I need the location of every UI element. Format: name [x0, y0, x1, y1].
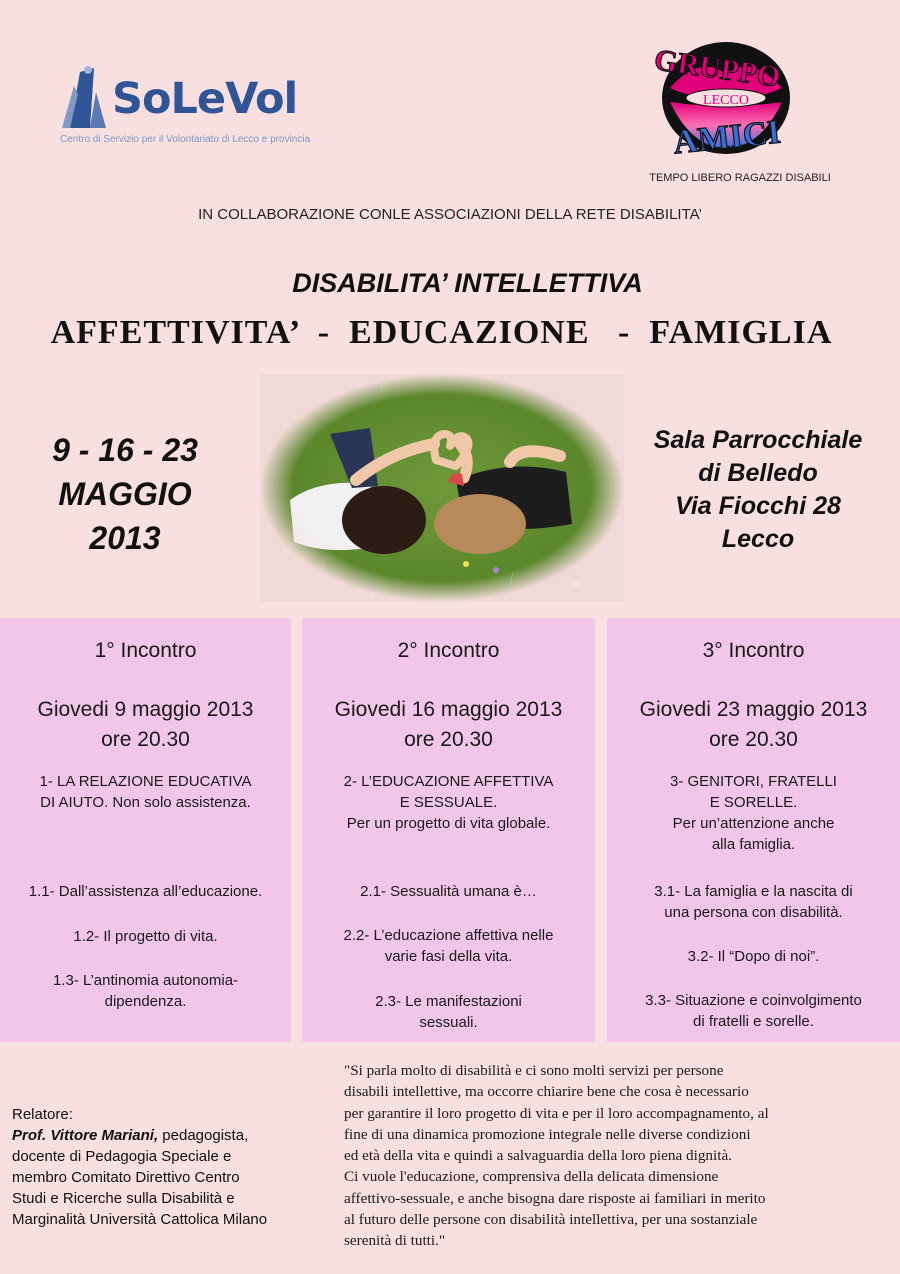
event-days: 9 - 16 - 23: [52, 432, 198, 468]
quote-line: affettivo-sessuale, e anche bisogna dare risposte ai familiari in merito: [344, 1189, 766, 1207]
meeting-topic: [607, 771, 900, 855]
meeting-panel-2: [302, 618, 595, 1042]
svg-text:GRUPPO: GRUPPO: [652, 43, 783, 94]
meeting-datetime: [0, 695, 291, 755]
meeting-point: [0, 970, 291, 1012]
point-line: 3.3- Situazione e coinvolgimento: [645, 992, 862, 1009]
gruppo-amici-tagline: TEMPO LIBERO RAGAZZI DISABILI: [649, 172, 831, 184]
point-line: varie fasi della vita.: [384, 948, 513, 965]
quote-line: al futuro delle persone con disabilità intellettiva, per una sostanziale: [344, 1211, 758, 1229]
point-line: 2.2- L’educazione affettiva nelle: [343, 927, 554, 944]
quote-line: fine di una dinamica promozione integrale nelle diverse condizioni: [344, 1125, 751, 1143]
meeting-topic: [0, 771, 291, 813]
quote-block: [344, 1060, 896, 1252]
quote-line: serenità di tutti.": [344, 1232, 446, 1250]
meeting-point: [302, 991, 595, 1033]
speaker-line: Marginalità Università Cattolica Milano: [12, 1211, 268, 1228]
venue-line-3: Via Fiocchi 28: [675, 492, 841, 520]
topic-line: Per un progetto di vita globale.: [346, 815, 551, 832]
event-venue: [628, 424, 888, 556]
speaker-info: [12, 1104, 332, 1230]
point-line: una persona con disabilità.: [664, 904, 843, 921]
venue-line-1: Sala Parrocchiale: [653, 426, 863, 454]
meeting-datetime: [607, 695, 900, 755]
meeting-datetime: [302, 695, 595, 755]
event-subtitle: DISABILITA’ INTELLETTIVA: [292, 268, 643, 298]
topic-line: DI AIUTO. Non solo assistenza.: [40, 794, 251, 811]
gruppo-amici-logo: [640, 30, 840, 192]
topic-line: Per un’attenzione anche: [672, 815, 835, 832]
point-line: 1.1- Dall’assistenza all’educazione.: [28, 883, 263, 900]
speaker-line: membro Comitato Direttivo Centro: [12, 1169, 240, 1186]
quote-line: Ci vuole l'educazione, comprensiva della delicata dimensione: [344, 1168, 719, 1186]
point-line: sessuali.: [419, 1014, 478, 1031]
meeting-date: Giovedi 23 maggio 2013: [639, 698, 868, 721]
point-line: dipendenza.: [104, 993, 187, 1010]
point-line: di fratelli e sorelle.: [693, 1013, 814, 1030]
speaker-name: Prof. Vittore Mariani,: [12, 1127, 159, 1144]
event-title: AFFETTIVITA’ - EDUCAZIONE - FAMIGLIA: [50, 314, 833, 351]
solevol-figure-icon: [60, 64, 108, 130]
meeting-time: ore 20.30: [709, 728, 798, 751]
solevol-tagline: Centro di Servizio per il Volontariato di Lecco e provincia: [60, 134, 311, 145]
meeting-time: ore 20.30: [101, 728, 190, 751]
quote-line: disabili intellettive, ma occorre chiarire bene che cosa è necessario: [344, 1083, 749, 1101]
speaker-line: docente di Pedagogia Speciale e: [12, 1148, 232, 1165]
meeting-point: [607, 946, 900, 967]
meeting-heading: 3° Incontro: [702, 639, 805, 662]
gruppo-amici-lettering: [640, 30, 840, 170]
event-year: 2013: [89, 520, 161, 556]
meeting-point: [607, 881, 900, 923]
speaker-role: pedagogista,: [158, 1127, 249, 1144]
venue-line-4: Lecco: [721, 525, 795, 553]
topic-line: 1- LA RELAZIONE EDUCATIVA: [39, 773, 252, 790]
point-line: 2.3- Le manifestazioni: [375, 993, 522, 1010]
quote-line: ed età della vita e quindi a salvaguardia della loro piena dignità.: [344, 1147, 732, 1165]
meeting-point: [0, 881, 291, 902]
couple-heart-photo: [260, 374, 624, 602]
meeting-heading: 2° Incontro: [397, 639, 500, 662]
speaker-label: Relatore:: [12, 1106, 73, 1123]
meeting-time: ore 20.30: [404, 728, 493, 751]
point-line: 3.2- Il “Dopo di noi”.: [687, 948, 820, 965]
meeting-panel-3: [607, 618, 900, 1042]
point-line: 1.3- L’antinomia autonomia-: [52, 972, 239, 989]
event-month: MAGGIO: [58, 476, 192, 512]
svg-text:LECCO: LECCO: [703, 93, 749, 108]
topic-line: 2- L’EDUCAZIONE AFFETTIVA: [343, 773, 554, 790]
meeting-point: [302, 925, 595, 967]
meeting-point: [0, 926, 291, 947]
topic-line: 3- GENITORI, FRATELLI: [670, 773, 837, 790]
solevol-name: SoLeVol: [112, 74, 298, 124]
speaker-name-line: [12, 1125, 332, 1146]
meeting-point: [302, 881, 595, 902]
topic-line: E SESSUALE.: [399, 794, 498, 811]
venue-line-2: di Belledo: [698, 459, 818, 487]
meeting-panel-1: [0, 618, 291, 1042]
meeting-topic: [302, 771, 595, 834]
meeting-heading: 1° Incontro: [94, 639, 197, 662]
meeting-date: Giovedi 16 maggio 2013: [334, 698, 563, 721]
collaboration-note: IN COLLABORAZIONE CONLE ASSOCIAZIONI DELLA RETE DISABILITA’: [198, 206, 702, 223]
meeting-date: Giovedi 9 maggio 2013: [37, 698, 254, 721]
speaker-line: Studi e Ricerche sulla Disabilità e: [12, 1190, 235, 1207]
point-line: 1.2- Il progetto di vita.: [73, 928, 218, 945]
topic-line: alla famiglia.: [711, 836, 796, 853]
topic-line: E SORELLE.: [709, 794, 798, 811]
solevol-logo: [60, 62, 360, 152]
meeting-point: [607, 990, 900, 1032]
quote-line: per garantire il loro progetto di vita e per il loro accompagnamento, al: [344, 1104, 769, 1122]
event-dates: [30, 428, 220, 560]
point-line: 3.1- La famiglia e la nascita di: [654, 883, 853, 900]
svg-text:AMICI: AMICI: [671, 113, 783, 162]
quote-line: "Si parla molto di disabilità e ci sono molti servizi per persone: [344, 1062, 724, 1079]
point-line: 2.1- Sessualità umana è…: [360, 883, 537, 900]
